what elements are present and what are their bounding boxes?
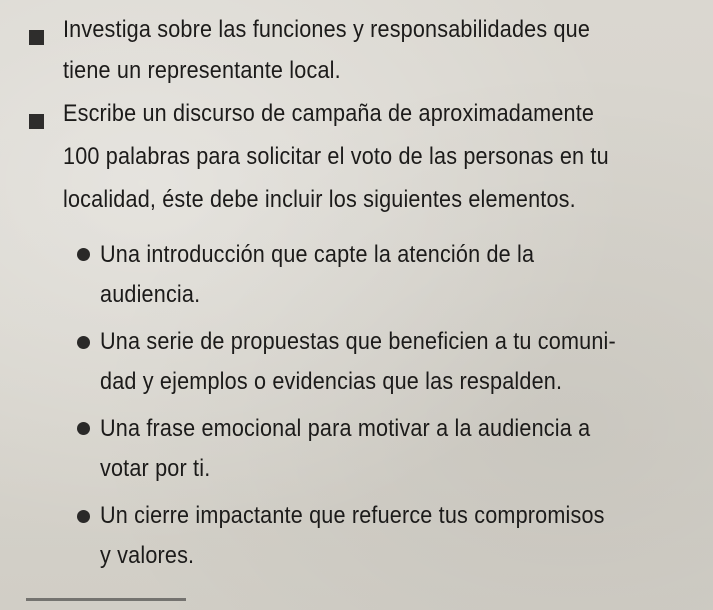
subitem-4-line-1: Un cierre impactante que refuerce tus compromisos [100, 502, 605, 529]
item-2-line-2: 100 palabras para solicitar el voto de las personas en tu [63, 143, 609, 170]
round-bullet-icon [77, 248, 90, 261]
subitem-1-line-2: audiencia. [100, 281, 201, 308]
square-bullet-icon [29, 114, 44, 129]
item-2-line-3: localidad, éste debe incluir los siguientes elementos. [63, 186, 576, 213]
subitem-2-line-2: dad y ejemplos o evidencias que las respalden. [100, 368, 563, 395]
item-1-line-2: tiene un representante local. [63, 57, 341, 84]
round-bullet-icon [77, 336, 90, 349]
item-2-line-1: Escribe un discurso de campaña de aproximadamente [63, 100, 595, 127]
cut-off-heading-fragment [26, 598, 186, 601]
subitem-2-line-1: Una serie de propuestas que beneficien a tu comuni- [100, 328, 616, 355]
subitem-4-line-2: y valores. [100, 542, 195, 569]
round-bullet-icon [77, 510, 90, 523]
square-bullet-icon [29, 30, 44, 45]
item-1-line-1: Investiga sobre las funciones y responsabilidades que [63, 16, 591, 43]
subitem-1-line-1: Una introducción que capte la atención de la [100, 241, 535, 268]
subitem-3-line-2: votar por ti. [100, 455, 211, 482]
round-bullet-icon [77, 422, 90, 435]
subitem-3-line-1: Una frase emocional para motivar a la audiencia a [100, 415, 591, 442]
